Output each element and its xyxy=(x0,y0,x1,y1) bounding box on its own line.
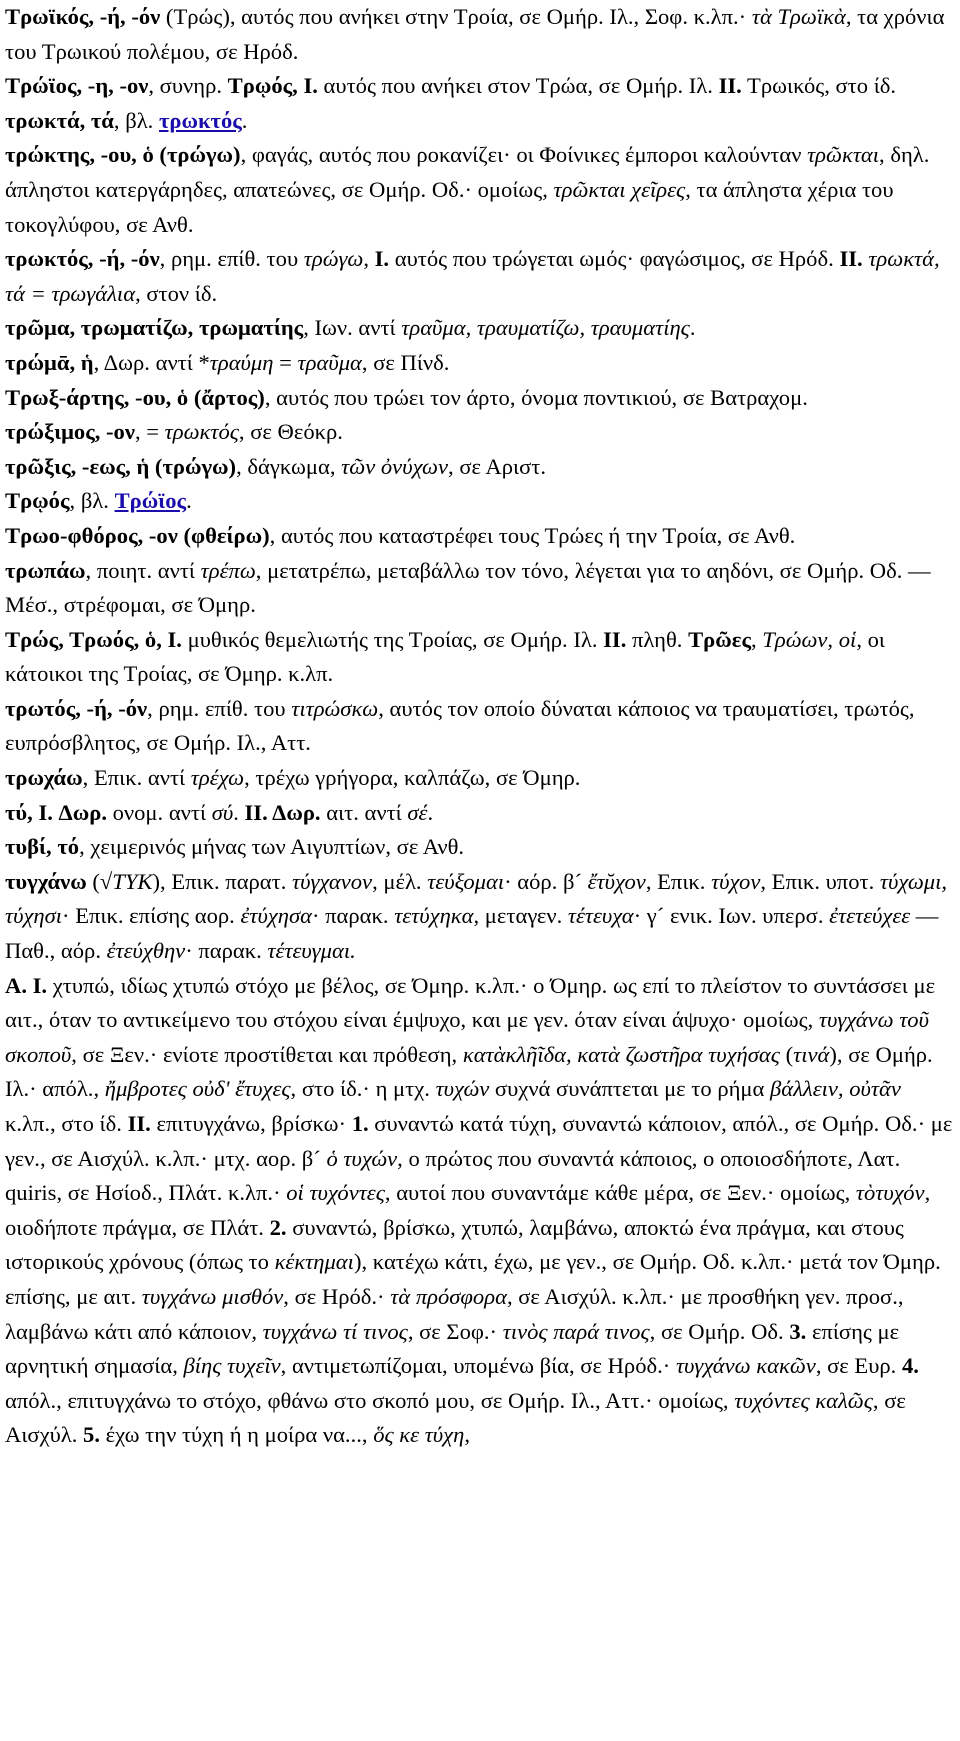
headword: τρωκτά, τά xyxy=(5,107,114,133)
italic-text: τυγχάνω κακῶν xyxy=(675,1353,816,1379)
headword: τυγχάνω xyxy=(5,868,87,894)
italic-text: κατὰκλῆῖδα, κατὰ ζωστῆρα τυχήσας xyxy=(462,1041,780,1067)
definition-text: , ρημ. επίθ. του xyxy=(147,695,292,721)
definition-text: , σε Ομήρ. Οδ. xyxy=(649,1318,790,1344)
definition-text: . xyxy=(241,107,248,133)
headword: τρῶμα, τρωματίζω, τρωματίης xyxy=(5,315,304,341)
definition-text: , Επικ. αντί xyxy=(82,765,191,791)
definition-text: , οι κάτοικοι της Τροίας, σε Όμηρ. κ.λπ. xyxy=(5,626,885,687)
definition-text: αυτός που ανήκει στον Τρώα, σε Ομήρ. Ιλ. xyxy=(317,73,719,99)
definition-text: · Επικ. επίσης αορ. xyxy=(62,903,241,929)
headword: τύ, Ι. xyxy=(5,799,53,825)
italic-text: τρέχω xyxy=(190,765,245,791)
headword: ΙΙ. xyxy=(839,246,863,272)
dictionary-entry xyxy=(5,623,955,692)
headword: τυβί, τό xyxy=(5,834,80,860)
italic-text: τυχών xyxy=(435,1076,490,1102)
definition-text: , ποιητ. αντί xyxy=(85,557,201,583)
definition-text: (Τρώς), αυτός που ανήκει στην Τροία, σε Ομήρ. Ιλ., Σοφ. κ.λπ.· xyxy=(160,4,752,29)
headword: 2. xyxy=(269,1214,287,1240)
definition-text: · γ´ ενικ. Ιων. υπερσ. xyxy=(633,903,830,929)
italic-text: τινά xyxy=(793,1041,830,1067)
dictionary-entry xyxy=(5,761,955,796)
headword: τρωκτός, -ή, -όν xyxy=(5,246,160,272)
headword: τρώμᾱ, ἡ xyxy=(5,349,94,375)
italic-text: Τρώων, οἱ xyxy=(762,626,857,652)
definition-text: επίσης με αρνητική σημασία, xyxy=(5,1318,900,1379)
italic-text: ΤΥΚ xyxy=(112,868,153,894)
italic-text: σέ xyxy=(407,799,428,825)
italic-text: τέτευγμαι. xyxy=(267,938,356,964)
italic-text: ἐτύχησα xyxy=(240,903,312,929)
headword: Τρῳός xyxy=(5,488,70,514)
italic-text: τραύμη xyxy=(209,349,274,375)
italic-text: τὸτυχόν xyxy=(855,1180,925,1206)
italic-text: τυγχάνω τί τινος xyxy=(262,1318,408,1344)
headword: ΙΙ. Δωρ. xyxy=(244,799,321,825)
definition-text: , Ιων. αντί xyxy=(303,315,402,341)
definition-text: . xyxy=(233,799,245,825)
headword: 4. xyxy=(901,1353,919,1379)
dictionary-entry xyxy=(5,865,955,969)
definition-text: , μετατρέπω, μεταβάλλω τον τόνο, λέγεται για το αηδόνι, σε Ομήρ. Οδ. — Μέσ., στρέφομαι, σε Όμηρ. xyxy=(5,557,931,618)
definition-text: , Επικ. xyxy=(645,868,712,894)
italic-text: τὰ Τρωϊκὰ xyxy=(751,4,846,29)
italic-text: τυγχάνω τοῦ σκοποῦ xyxy=(5,1007,929,1067)
definition-text: , δηλ. άπληστοι κατεργάρηδες, απατεώνες, σε Ομήρ. Οδ.· ομοίως, xyxy=(5,142,930,202)
definition-text: , σε Ξεν.· ενίοτε προστίθεται και πρόθεση, xyxy=(71,1041,463,1067)
italic-text: βάλλειν, οὐτᾶν xyxy=(770,1076,901,1102)
dictionary-entry xyxy=(5,450,955,485)
dictionary-entry xyxy=(5,796,955,831)
cross-reference-link[interactable]: τρωκτός xyxy=(158,107,242,133)
headword: Α. Ι. xyxy=(5,972,48,998)
italic-text: τύχωμι, τύχησι xyxy=(5,868,948,929)
definition-text: . xyxy=(427,799,434,825)
italic-text: κέκτημαι xyxy=(274,1249,354,1275)
definition-text: , ρημ. επίθ. του xyxy=(159,246,304,272)
headword: ΙΙ. xyxy=(127,1111,151,1136)
definition-text: , αυτός που καταστρέφει τους Τρώες ή την Τροία, σε Ανθ. xyxy=(269,522,796,548)
definition-text: , τα χρόνια του Τρωικού πολέμου, σε Ηρόδ. xyxy=(5,4,945,64)
italic-text: τρέπω xyxy=(200,557,256,583)
definition-text: , σε Αισχύλ. xyxy=(5,1387,906,1448)
definition-text: , σε Ευρ. xyxy=(815,1353,902,1379)
headword: τρωτός, -ή, -όν xyxy=(5,695,148,721)
italic-text: τρωκτός xyxy=(164,419,239,445)
italic-text: ὅς κε τύχη xyxy=(373,1422,465,1448)
headword: ΙΙ. xyxy=(603,626,627,652)
headword: Τρωϊκός, -ή, -όν xyxy=(5,4,161,29)
headword: ΙΙ. xyxy=(718,73,742,99)
dictionary-entry xyxy=(5,242,955,311)
dictionary-entry xyxy=(5,415,955,450)
dictionary-entry xyxy=(5,69,955,104)
italic-text: ὁ τυχών xyxy=(326,1145,398,1171)
definition-text: ), σε Ομήρ. Ιλ.· απόλ., xyxy=(5,1041,933,1102)
italic-text: τρώγω xyxy=(303,246,364,272)
italic-text: τεύξομαι xyxy=(427,868,505,894)
definition-text: , οιοδήποτε πράγμα, σε Πλάτ. xyxy=(5,1180,931,1240)
italic-text: τυχόντες καλῶς xyxy=(734,1387,873,1413)
definition-text: — Παθ., αόρ. xyxy=(5,903,939,964)
headword: Τρωο-φθόρος, -ον (φθείρω) xyxy=(5,522,270,548)
dictionary-entry xyxy=(5,519,955,554)
italic-text: ἔτῠχον xyxy=(587,868,646,894)
definition-text: , σε Πίνδ. xyxy=(361,349,450,375)
definition-text: , xyxy=(750,626,763,652)
definition-text: , αυτοί που συναντάμε κάθε μέρα, σε Ξεν.· ομοίως, xyxy=(384,1180,856,1206)
italic-text: τυγχάνω μισθόν xyxy=(141,1283,284,1309)
definition-text: , σε Θεόκρ. xyxy=(238,419,343,445)
definition-text: , = xyxy=(134,419,165,445)
definition-text: , δάγκωμα, xyxy=(236,453,342,479)
headword: Τρῳός, Ι. xyxy=(227,73,318,99)
definition-text: επιτυγχάνω, βρίσκω· xyxy=(150,1111,352,1136)
headword: Τρωξ-άρτης, -ου, ὁ (ἄρτος) xyxy=(5,384,265,410)
italic-text: τιτρώσκω xyxy=(291,695,379,721)
dictionary-entry xyxy=(5,692,955,761)
definition-text: ), Επικ. παρατ. xyxy=(152,868,293,894)
italic-text: τετύχηκα xyxy=(394,903,474,929)
definition-text: = xyxy=(273,349,298,375)
definition-text: , βλ. xyxy=(69,488,115,514)
definition-text: , μεταγεν. xyxy=(473,903,568,929)
definition-text: , αυτός που τρώει τον άρτο, όνομα ποντικιού, σε Βατραχομ. xyxy=(264,384,808,410)
definition-text: μυθικός θεμελιωτής της Τροίας, σε Ομήρ. Ιλ. xyxy=(181,626,604,652)
italic-text: τὰ πρόσφορα xyxy=(390,1283,507,1309)
definition-text: ονομ. αντί xyxy=(106,799,212,825)
definition-text: ( xyxy=(779,1041,794,1067)
definition-text: κ.λπ., στο ίδ. xyxy=(5,1111,128,1136)
definition-text: χτυπώ, ιδίως χτυπώ στόχο με βέλος, σε Όμηρ. κ.λπ.· ο Όμηρ. ως επί το πλείστον το συντάσσει με αιτ., όταν το αντικείμενο του στόχου είναι έμψυχο, και με γεν. όταν είναι άψυχο· ομοίως, xyxy=(5,972,936,1033)
dictionary-entry xyxy=(5,969,955,1453)
headword: Δωρ. xyxy=(58,799,107,825)
dictionary-entry xyxy=(5,311,955,346)
definition-text: συναντώ κατά τύχη, συναντώ κάποιον, απόλ., σε Ομήρ. Οδ.· με γεν., σε Αισχύλ. κ.λπ.· μτχ. αορ. β´ xyxy=(5,1111,953,1171)
definition-text: αυτός που τρώγεται ωμός· φαγώσιμος, σε Ηρόδ. xyxy=(389,246,840,272)
headword: τρῶξις, -εως, ἡ (τρώγω) xyxy=(5,453,237,479)
italic-text: τύχον xyxy=(711,868,761,894)
dictionary-entry xyxy=(5,484,955,519)
definition-text: , συνηρ. xyxy=(148,73,228,99)
definition-text: συναντώ, βρίσκω, χτυπώ, λαμβάνω, αποκτώ ένα πράγμα, και στους ιστορικούς χρόνους (όπως το xyxy=(5,1214,904,1275)
definition-text: έχω την τύχη ή η μοίρα να..., xyxy=(100,1422,374,1448)
italic-text: οἱ τυχόντες xyxy=(286,1180,385,1206)
italic-text: τραῦμα xyxy=(297,349,362,375)
italic-text: ἤμβροτες οὐδ' ἔτυχες xyxy=(104,1076,291,1102)
definition-text: . xyxy=(689,315,696,341)
headword: τρώκτης, -ου, ὁ (τρώγω) xyxy=(5,142,241,168)
headword: Τρώς, Τρωός, ὁ, Ι. xyxy=(5,626,182,652)
definition-text: , στο ίδ.· η μτχ. xyxy=(290,1076,436,1102)
definition-text: αιτ. αντί xyxy=(320,799,408,825)
definition-text: · αόρ. β´ xyxy=(504,868,588,894)
definition-text: , μέλ. xyxy=(372,868,428,894)
headword: Ι. xyxy=(374,246,390,272)
definition-text: , αντιμετωπίζομαι, υπομένω βία, σε Ηρόδ.· xyxy=(280,1353,676,1379)
italic-text: ἐτετεύχεε xyxy=(829,903,911,929)
definition-text: , xyxy=(363,246,375,272)
headword: Τρώϊος, -η, -ον xyxy=(5,73,149,99)
dictionary-entry xyxy=(5,138,955,242)
definition-text: , σε Ηρόδ.· xyxy=(283,1283,391,1309)
italic-text: σύ xyxy=(211,799,234,825)
definition-text: . xyxy=(186,488,192,514)
headword: τρώξιμος, -ον xyxy=(5,419,135,445)
definition-text: , σε Αριστ. xyxy=(448,453,546,479)
definition-text: , τα άπληστα χέρια του τοκογλύφου, σε Ανθ. xyxy=(5,176,894,237)
italic-text: τρῶκται xyxy=(807,142,880,168)
italic-text: τέτευχα xyxy=(567,903,634,929)
definition-text: , σε Αισχύλ. κ.λπ.· με προσθήκη γεν. προσ., λαμβάνω κάτι από κάποιον, xyxy=(5,1283,904,1344)
definition-text: συχνά συνάπτεται με το ρήμα xyxy=(489,1076,771,1102)
definition-text: , αυτός τον οποίο δύναται κάποιος να τραυματίσει, τρωτός, ευπρόσβλητος, σε Ομήρ. Ιλ., Αττ. xyxy=(5,695,915,756)
headword: Τρῶες xyxy=(688,626,751,652)
italic-text: ἐτεύχθην xyxy=(106,938,186,964)
definition-text: · παρακ. xyxy=(185,938,268,964)
headword: τρωπάω xyxy=(5,557,86,583)
definition-text: απόλ., επιτυγχάνω το στόχο, φθάνω στο σκοπό μου, σε Ομήρ. Ιλ., Αττ.· ομοίως, xyxy=(5,1387,735,1413)
dictionary-entry xyxy=(5,346,955,381)
definition-text: ), κατέχω κάτι, έχω, με γεν., σε Ομήρ. Οδ. κ.λπ.· μετά τον Όμηρ. επίσης, με αιτ. xyxy=(5,1249,941,1309)
italic-text: τύγχανον xyxy=(292,868,373,894)
headword: 3. xyxy=(789,1318,807,1344)
definition-text: , σε Σοφ.· xyxy=(407,1318,503,1344)
dictionary-entry xyxy=(5,104,955,139)
dictionary-entry xyxy=(5,554,955,623)
definition-text: , ο πρώτος που συναντά κάποιος, ο οποιοσδήποτε, Λατ. quiris, σε Ησίοδ., Πλάτ. κ.λπ.· xyxy=(5,1145,901,1206)
definition-text: Τρωικός, στο ίδ. xyxy=(741,73,897,99)
definition-text: , Επικ. υποτ. xyxy=(760,868,880,894)
italic-text: τρῶκται χεῖρες xyxy=(553,176,686,202)
dictionary-entry xyxy=(5,0,955,69)
definition-text: , τρέχω γρήγορα, καλπάζω, σε Όμηρ. xyxy=(244,765,581,791)
definition-text: (√ xyxy=(86,868,113,894)
definition-text: , φαγάς, αυτός που ροκανίζει· οι Φοίνικες έμποροι καλούνταν xyxy=(240,142,808,168)
headword: 1. xyxy=(351,1111,369,1136)
definition-text: , χειμερινός μήνας των Αιγυπτίων, σε Ανθ. xyxy=(79,834,465,860)
headword: 5. xyxy=(83,1422,100,1448)
definition-text: , στον ίδ. xyxy=(135,280,218,306)
dictionary-entry xyxy=(5,381,955,416)
italic-text: τραῦμα, τραυματίζω, τραυματίης xyxy=(401,315,690,341)
italic-text: βίης τυχεῖν xyxy=(183,1353,281,1379)
definition-text: , Δωρ. αντί * xyxy=(93,349,210,375)
definition-text: πληθ. xyxy=(626,626,689,652)
italic-text: τρωκτά, τά = τρωγάλια xyxy=(5,246,940,306)
italic-text: τινὸς παρά τινος xyxy=(502,1318,650,1344)
definition-text: · παρακ. xyxy=(311,903,395,929)
definition-text: , βλ. xyxy=(113,107,159,133)
definition-text: , xyxy=(464,1422,470,1448)
headword: τρωχάω xyxy=(5,765,83,791)
italic-text: τῶν ὀνύχων xyxy=(341,453,449,479)
dictionary-entry xyxy=(5,830,955,865)
cross-reference-link[interactable]: Τρώϊος xyxy=(114,488,187,514)
